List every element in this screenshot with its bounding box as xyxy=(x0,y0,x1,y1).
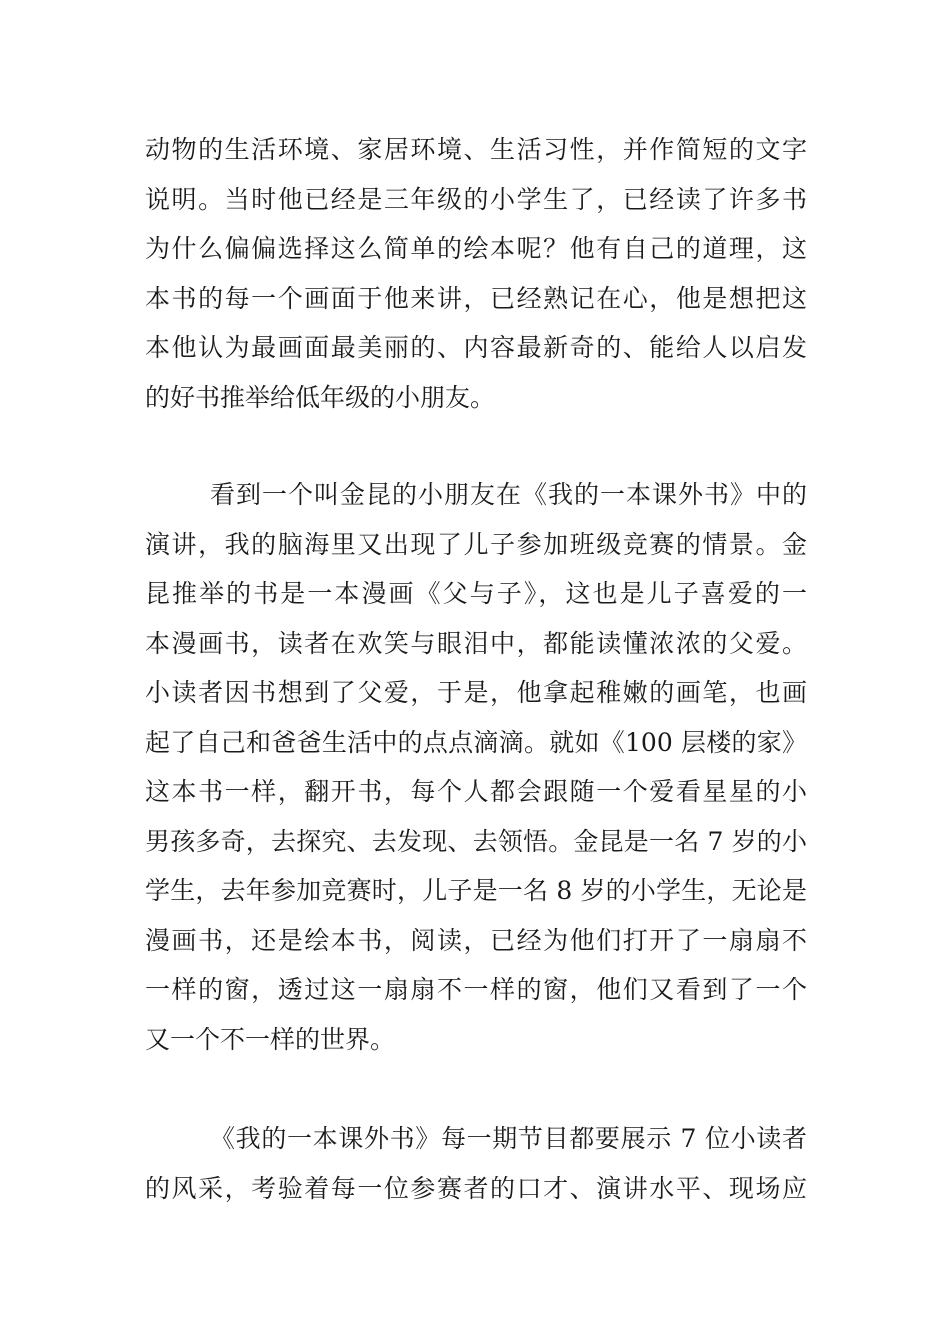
paragraph-line: 小读者因书想到了父爱，于是，他拿起稚嫩的画笔，也画 xyxy=(145,678,807,707)
paragraph-line: 的好书推举给低年级的小朋友。 xyxy=(145,382,496,412)
paragraph-line: 动物的生活环境、家居环境、生活习性，并作简短的文字 xyxy=(145,135,807,164)
paragraph-3 xyxy=(145,1114,807,1213)
paragraph-line: 这本书一样，翻开书，每个人都会跟随一个爱看星星的小 xyxy=(145,777,807,806)
paragraph-line: 看到一个叫金昆的小朋友在《我的一本课外书》中的 xyxy=(210,480,807,509)
paragraph-1 xyxy=(145,125,807,422)
paragraph-line: 本他认为最画面最美丽的、内容最新奇的、能给人以启发 xyxy=(145,333,807,362)
paragraph-line: 男孩多奇，去探究、去发现、去领悟。金昆是一名 7 岁的小 xyxy=(145,826,807,856)
paragraph-line: 昆推举的书是一本漫画《父与子》，这也是儿子喜爱的一 xyxy=(145,579,807,608)
paragraph-line: 学生，去年参加竞赛时，儿子是一名 8 岁的小学生，无论是 xyxy=(145,876,807,905)
paragraph-line: 一样的窗，透过这一扇扇不一样的窗，他们又看到了一个 xyxy=(145,975,807,1004)
paragraph-line: 漫画书，还是绘本书，阅读，已经为他们打开了一扇扇不 xyxy=(145,925,807,955)
paragraph-2 xyxy=(145,470,807,1064)
paragraph-line: 《我的一本课外书》每一期节目都要展示 7 位小读者 xyxy=(210,1124,807,1153)
paragraph-line: 本书的每一个画面于他来讲，已经熟记在心，他是想把这 xyxy=(145,283,807,313)
paragraph-line: 又一个不一样的世界。 xyxy=(145,1024,396,1054)
paragraph-line: 演讲，我的脑海里又出现了儿子参加班级竞赛的情景。金 xyxy=(145,529,807,559)
paragraph-line: 本漫画书，读者在欢笑与眼泪中，都能读懂浓浓的父爱。 xyxy=(145,628,807,658)
paragraph-line: 的风采，考验着每一位参赛者的口才、演讲水平、现场应 xyxy=(145,1173,807,1203)
paragraph-line: 起了自己和爸爸生活中的点点滴滴。就如《100 层楼的家》 xyxy=(145,727,807,757)
paragraph-line: 说明。当时他已经是三年级的小学生了，已经读了许多书 xyxy=(145,184,807,214)
paragraph-line: 为什么偏偏选择这么简单的绘本呢？他有自己的道理，这 xyxy=(145,234,807,263)
